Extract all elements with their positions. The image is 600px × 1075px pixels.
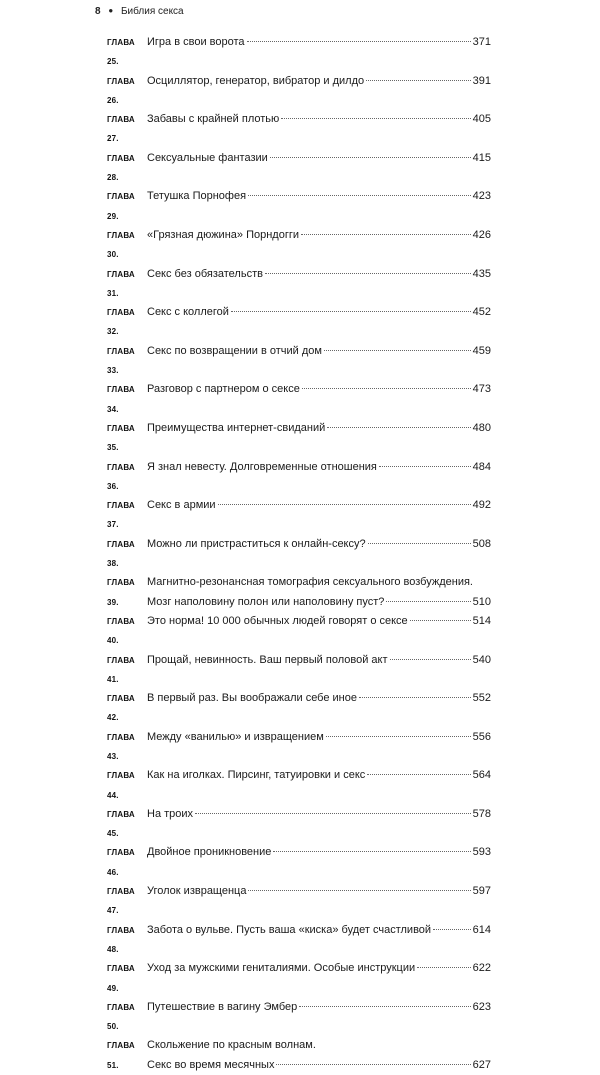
chapter-label: ГЛАВА 35. (107, 423, 135, 453)
toc-entry (107, 843, 491, 882)
dot-leader (367, 774, 470, 775)
chapter-label: ГЛАВА 25. (107, 38, 135, 67)
chapter-title: Мозг наполовину полон или наполовину пуст? (147, 595, 385, 608)
dot-leader (327, 427, 470, 428)
chapter-page-number: 597 (472, 885, 491, 898)
dot-leader (368, 543, 471, 544)
chapter-page-number: 578 (472, 807, 491, 820)
chapter-title: Уход за мужскими гениталиями. Особые инструкции (147, 962, 416, 975)
chapter-page-number: 614 (472, 923, 491, 936)
chapter-title: Секс с коллегой (147, 306, 229, 319)
dot-leader (301, 234, 471, 235)
chapter-label: ГЛАВА 30. (107, 230, 135, 260)
toc-entry (107, 342, 491, 381)
dot-leader (276, 1064, 470, 1065)
toc-entry (107, 728, 491, 767)
dot-leader (386, 601, 470, 602)
table-of-contents (107, 33, 491, 1075)
dot-leader (281, 118, 470, 119)
toc-entry (107, 998, 491, 1037)
chapter-label: ГЛАВА 39. (107, 578, 135, 607)
chapter-title: Это норма! 10 000 обычных людей говорят о сексе (147, 614, 408, 627)
chapter-label: ГЛАВА 32. (107, 308, 135, 337)
chapter-page-number: 510 (472, 595, 491, 608)
chapter-page-number: 435 (472, 267, 491, 280)
chapter-label: ГЛАВА 43. (107, 732, 135, 761)
chapter-label: ГЛАВА 48. (107, 925, 135, 954)
dot-leader (231, 311, 471, 312)
chapter-label: ГЛАВА 33. (107, 346, 135, 376)
dot-leader (265, 273, 471, 274)
dot-leader (410, 620, 471, 621)
chapter-page-number: 426 (472, 228, 491, 241)
toc-entry (107, 573, 491, 612)
toc-entry (107, 766, 491, 805)
chapter-title: Секс во время месячных (147, 1058, 275, 1071)
dot-leader (326, 736, 471, 737)
toc-entry (107, 458, 491, 497)
chapter-label: ГЛАВА 26. (107, 76, 135, 105)
chapter-title: Игра в свои ворота (147, 36, 245, 48)
chapter-title: Между «ванилью» и извращением (147, 730, 324, 743)
chapter-page-number: 484 (472, 460, 491, 473)
chapter-page-number: 623 (472, 1000, 491, 1013)
dot-leader (299, 1006, 470, 1007)
dot-leader (390, 659, 471, 660)
dot-leader (270, 157, 471, 158)
chapter-title: Секс без обязательств (147, 267, 263, 280)
chapter-page-number: 391 (472, 74, 491, 87)
chapter-label: ГЛАВА 51. (107, 1041, 135, 1070)
bullet-separator: ● (108, 6, 114, 15)
chapter-title: Осциллятор, генератор, вибратор и дилдо (147, 74, 365, 87)
dot-leader (195, 813, 471, 814)
chapter-page-number: 473 (472, 383, 491, 396)
chapter-label: ГЛАВА 36. (107, 462, 135, 491)
toc-entry (107, 419, 491, 458)
chapter-page-number: 452 (472, 306, 491, 319)
toc-entry (107, 535, 491, 574)
toc-entry (107, 33, 491, 72)
dot-leader (248, 890, 470, 891)
chapter-page-number: 593 (472, 846, 491, 859)
chapter-label: ГЛАВА 42. (107, 694, 135, 723)
chapter-label: ГЛАВА 28. (107, 153, 135, 183)
chapter-label: ГЛАВА 49. (107, 964, 135, 993)
chapter-title: Прощай, невинность. Ваш первый половой акт (147, 653, 388, 666)
toc-entry (107, 187, 491, 226)
chapter-label: ГЛАВА 47. (107, 887, 135, 916)
chapter-label: ГЛАВА 40. (107, 616, 135, 646)
chapter-title: Магнитно-резонансная томография сексуального возбуждения. (147, 576, 473, 589)
chapter-title: Скольжение по красным волнам. (147, 1039, 316, 1052)
chapter-title: Забота о вульве. Пусть ваша «киска» будет счастливой (147, 923, 432, 936)
chapter-title: Уголок извращенца (147, 885, 247, 898)
chapter-title: Путешествие в вагину Эмбер (147, 1000, 298, 1013)
chapter-page-number: 622 (472, 962, 491, 975)
toc-entry (107, 496, 491, 535)
dot-leader (417, 967, 471, 968)
chapter-label: ГЛАВА 45. (107, 809, 135, 839)
chapter-page-number: 514 (472, 614, 491, 627)
toc-entry (107, 72, 491, 111)
chapter-label: ГЛАВА 34. (107, 385, 135, 414)
chapter-page-number: 371 (472, 36, 491, 48)
chapter-page-number: 552 (472, 692, 491, 705)
toc-entry (107, 149, 491, 188)
chapter-page-number: 556 (472, 730, 491, 743)
chapter-title: Тетушка Порнофея (147, 190, 247, 203)
chapter-title: Разговор с партнером о сексе (147, 383, 300, 396)
dot-leader (379, 466, 471, 467)
toc-entry (107, 921, 491, 960)
chapter-title: Секс по возвращении в отчий дом (147, 344, 322, 357)
book-title: Библия секса (120, 6, 184, 17)
toc-entry (107, 882, 491, 921)
dot-leader (247, 41, 471, 42)
toc-entry (107, 651, 491, 690)
toc-entry (107, 612, 491, 651)
dot-leader (273, 851, 470, 852)
dot-leader (248, 195, 471, 196)
toc-entry (107, 805, 491, 844)
dot-leader (366, 80, 471, 81)
chapter-title: Преимущества интернет-свиданий (147, 421, 326, 434)
chapter-title: Забавы с крайней плотью (147, 113, 280, 126)
chapter-title: Можно ли пристраститься к онлайн-сексу? (147, 537, 366, 550)
chapter-label: ГЛАВА 41. (107, 655, 135, 684)
dot-leader (324, 350, 471, 351)
toc-entry (107, 1036, 491, 1075)
chapter-title: Двойное проникновение (147, 846, 272, 859)
chapter-label: ГЛАВА 29. (107, 192, 135, 221)
chapter-page-number: 627 (472, 1058, 491, 1071)
chapter-label: ГЛАВА 31. (107, 269, 135, 298)
chapter-label: ГЛАВА 44. (107, 771, 135, 800)
chapter-page-number: 492 (472, 499, 491, 512)
dot-leader (218, 504, 471, 505)
chapter-title: Сексуальные фантазии (147, 151, 268, 164)
chapter-title: В первый раз. Вы воображали себе иное (147, 692, 357, 705)
chapter-title: Как на иголках. Пирсинг, татуировки и секс (147, 769, 366, 782)
chapter-page-number: 405 (472, 113, 491, 126)
toc-entry (107, 110, 491, 149)
toc-entry (107, 380, 491, 419)
toc-entry (107, 959, 491, 998)
chapter-title: На троих (147, 807, 194, 820)
chapter-label: ГЛАВА 46. (107, 848, 135, 877)
chapter-label: ГЛАВА 27. (107, 115, 135, 144)
chapter-page-number: 423 (472, 190, 491, 203)
chapter-page-number: 508 (472, 537, 491, 550)
toc-entry (107, 265, 491, 304)
toc-entry (107, 303, 491, 342)
chapter-page-number: 459 (472, 344, 491, 357)
chapter-title: Секс в армии (147, 499, 216, 512)
chapter-label: ГЛАВА 38. (107, 539, 135, 569)
chapter-label: ГЛАВА 37. (107, 501, 135, 530)
dot-leader (433, 929, 471, 930)
toc-entry (107, 689, 491, 728)
chapter-title: Я знал невесту. Долговременные отношения (147, 460, 377, 473)
toc-entry (107, 226, 491, 265)
dot-leader (359, 697, 471, 698)
running-header (95, 6, 184, 17)
chapter-title: «Грязная дюжина» Порндогги (147, 228, 299, 241)
chapter-page-number: 540 (472, 653, 491, 666)
chapter-page-number: 564 (472, 769, 491, 782)
chapter-page-number: 415 (472, 151, 491, 164)
chapter-label: ГЛАВА 50. (107, 1002, 135, 1032)
page-number: 8 (95, 6, 101, 17)
dot-leader (302, 388, 471, 389)
chapter-page-number: 480 (472, 421, 491, 434)
